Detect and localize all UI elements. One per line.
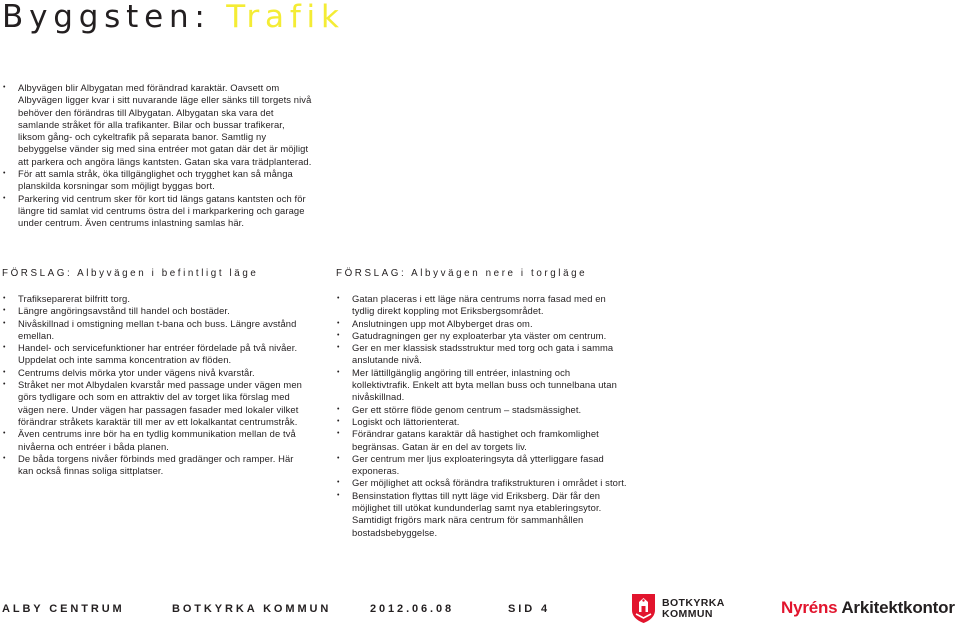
list-item: • De båda torgens nivåer förbinds med gradänger och ramper. Här kan också finnas soliga sittplatser. [2, 453, 302, 478]
botkyrka-shield-icon [630, 592, 657, 624]
right-section-heading: FÖRSLAG: Albyvägen nere i torgläge [336, 268, 588, 279]
list-item: • Bensinstation flyttas till nytt läge vid Eriksberg. Där får den möjlighet till utökat kundunderlag samt nya etableringsytor. Samtidigt frigörs mark nära centrum för sammanhållen bostadsbebyggelse. [336, 490, 628, 539]
list-item: • Anslutningen upp mot Albyberget dras om. [336, 318, 628, 330]
list-item: • Stråket ner mot Albydalen kvarstår med passage under vägen men görs tydligare och som en attraktiv del av torget lika förslag med vägen nere. Under vägen har passagen fasader med lokaler vilket förändrar stråkets karaktär till mer av ett lokalkantat centrumstråk. [2, 379, 302, 428]
list-item: • Centrums delvis mörka ytor under vägens nivå kvarstår. [2, 367, 302, 379]
list-item: • Parkering vid centrum sker för kort tid längs gatans kantsten och för längre tid samlat vid centrums östra del i markparkering och garage under centrum. Även centrums inlastning samlas här. [2, 193, 312, 230]
list-item: • Även centrums inre bör ha en tydlig kommunikation mellan de två nivåerna och entréer i båda planen. [2, 428, 302, 453]
right-section-list [336, 293, 628, 539]
nyrens-logo [781, 598, 955, 618]
list-item: • Ger en mer klassisk stadsstruktur med torg och gata i samma anslutande nivå. [336, 342, 628, 367]
list-item: • Ger möjlighet att också förändra trafikstrukturen i området i stort. [336, 477, 628, 489]
list-item: • Gatudragningen ger ny exploaterbar yta väster om centrum. [336, 330, 628, 342]
footer-project: ALBY CENTRUM [2, 603, 125, 615]
list-item: • Logiskt och lättorienterat. [336, 416, 628, 428]
page-title-main: Byggsten: [2, 0, 227, 35]
list-item: • För att samla stråk, öka tillgänglighet och trygghet kan så många planskilda korsningar som möjligt byggas bort. [2, 168, 312, 193]
intro-list [2, 82, 312, 230]
page-title-accent: Trafik [226, 0, 345, 35]
footer-date: 2012.06.08 [370, 603, 455, 615]
nyrens-logo-suffix: Arkitektkontor [841, 598, 955, 617]
page-title [2, 0, 345, 36]
left-section-list [2, 293, 302, 477]
list-item: • Mer lättillgänglig angöring till entréer, inlastning och kollektivtrafik. Enkelt att byta mellan buss och tunnelbana utan nivåskillnad. [336, 367, 628, 404]
list-item: • Trafikseparerat bilfritt torg. [2, 293, 302, 305]
list-item: • Längre angöringsavstånd till handel och bostäder. [2, 305, 302, 317]
list-item: • Ger centrum mer ljus exploateringsyta då ytterliggare fasad exponeras. [336, 453, 628, 478]
kommun-logo-text-line1: BOTKYRKA [662, 597, 725, 609]
kommun-logo-text-line2: KOMMUN [662, 608, 713, 620]
list-item: • Gatan placeras i ett läge nära centrums norra fasad med en tydlig direkt koppling mot Eriksbergsområdet. [336, 293, 628, 318]
list-item: • Nivåskillnad i omstigning mellan t-bana och buss. Längre avstånd emellan. [2, 318, 302, 343]
left-section-heading: FÖRSLAG: Albyvägen i befintligt läge [2, 268, 259, 279]
footer-page-number: SID 4 [508, 603, 551, 615]
footer-municipality: BOTKYRKA KOMMUN [172, 603, 332, 615]
list-item: • Albyvägen blir Albygatan med förändrad karaktär. Oavsett om Albyvägen ligger kvar i sitt nuvarande läge eller sänks till torgets nivå behöver den förändras till Albygatan. Albygatan ska vara det samlande stråket för alla trafikanter. Bilar och bussar trafikerar, liksom gång- och cykeltrafik på separata banor. Samtlig ny bebyggelse vänder sig med sina entréer mot gatan där det är möjligt att parkera och angöra längs kantsten. Gatan ska vara trädplanterad. [2, 82, 312, 168]
list-item: • Förändrar gatans karaktär då hastighet och framkomlighet begränsas. Gatan är en del av torgets liv. [336, 428, 628, 453]
list-item: • Ger ett större flöde genom centrum – stadsmässighet. [336, 404, 628, 416]
list-item: • Handel- och servicefunktioner har entréer fördelade på två nivåer. Uppdelat och inte samma koncentration av flöden. [2, 342, 302, 367]
nyrens-logo-name: Nyréns [781, 598, 838, 617]
